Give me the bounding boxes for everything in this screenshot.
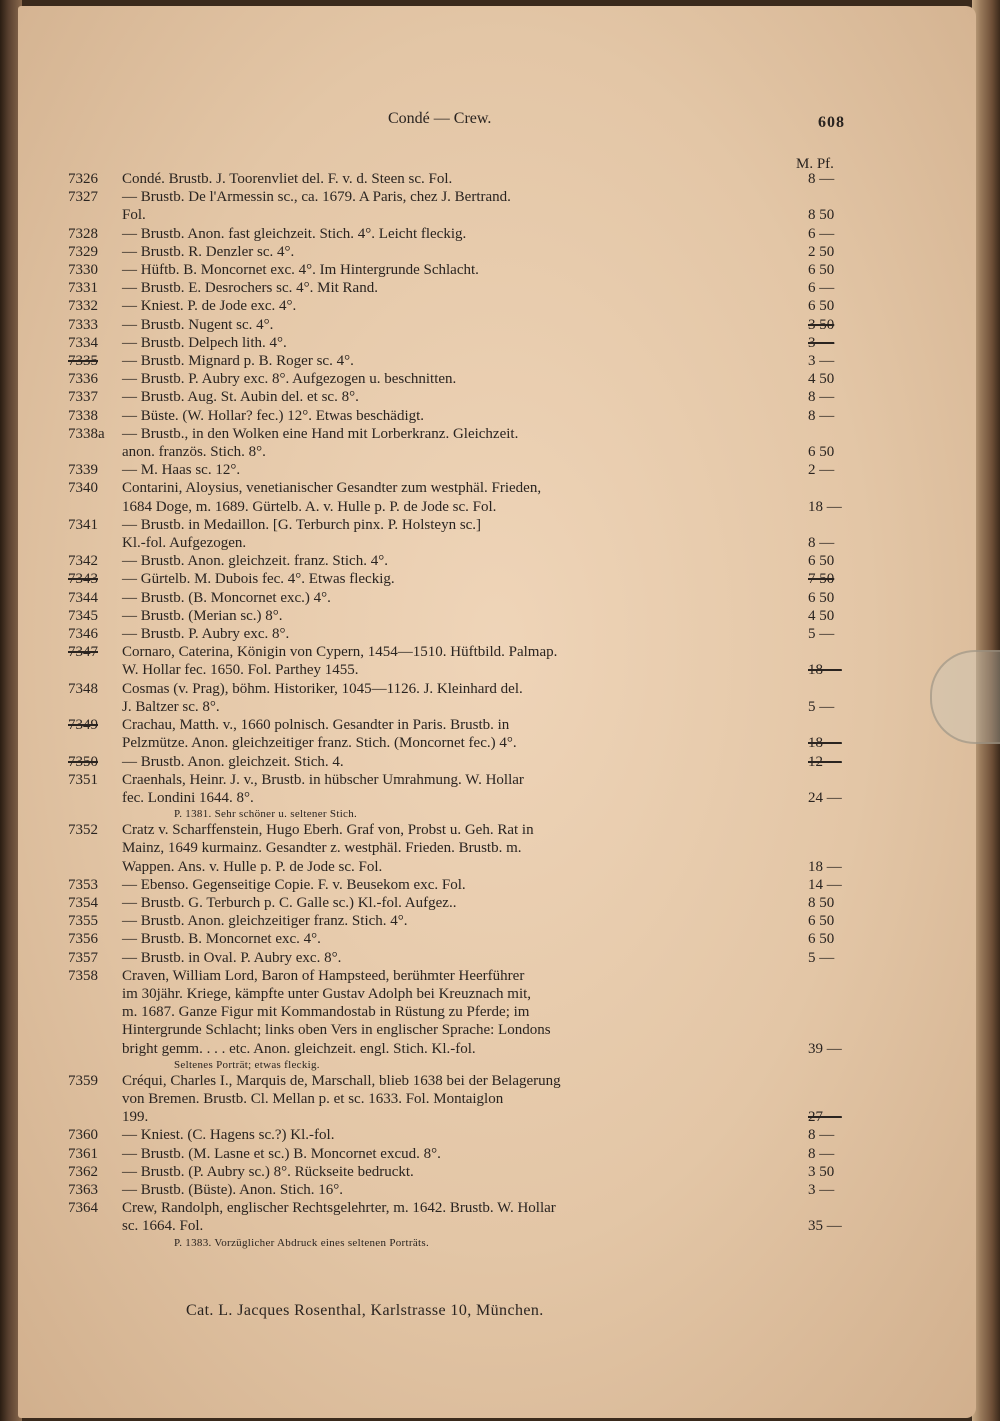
entry-number: 7328 (68, 225, 98, 242)
entry-description (122, 589, 772, 607)
entry-price: 3 50 (808, 316, 835, 333)
entry-description (122, 1072, 772, 1127)
entry-line: — Ebenso. Gegenseitige Copie. F. v. Beusekom exc. Fol. (122, 876, 466, 893)
entry-line: Mainz, 1649 kurmainz. Gesandter z. westphäl. Frieden. Brustb. m. (122, 840, 522, 857)
catalog-entry (18, 570, 976, 588)
entry-price: 6 — (808, 225, 835, 242)
entry-number: 7348 (68, 680, 98, 697)
entry-number: 7346 (68, 626, 98, 643)
entry-line: — Brustb. Nugent sc. 4°. (122, 316, 274, 333)
entry-price: 7 50 (808, 571, 835, 588)
entry-line: — Brustb. Mignard p. B. Roger sc. 4°. (122, 353, 354, 370)
entry-description (122, 753, 772, 771)
entry-description (122, 188, 772, 224)
entry-price: 27 — (808, 1109, 842, 1126)
entry-description (122, 243, 772, 261)
catalog-page (18, 6, 976, 1418)
entry-line: Craenhals, Heinr. J. v., Brustb. in hübscher Umrahmung. W. Hollar (122, 771, 524, 788)
price-column-header: M. Pf. (796, 156, 834, 172)
entry-price: 5 — (808, 626, 835, 643)
catalog-entry (18, 479, 976, 515)
entry-line: Crachau, Matth. v., 1660 polnisch. Gesandter in Paris. Brustb. in (122, 717, 510, 734)
entry-description (122, 967, 772, 1072)
entry-description (122, 407, 772, 425)
entry-number: 7357 (68, 949, 98, 966)
entry-number: 7361 (68, 1145, 98, 1162)
catalog-entry (18, 407, 976, 425)
entry-line: 1684 Doge, m. 1689. Gürtelb. A. v. Hulle p. P. de Jode sc. Fol. (122, 498, 497, 515)
catalog-entry (18, 680, 976, 716)
entry-price: 6 50 (808, 913, 835, 930)
catalog-entry (18, 1163, 976, 1181)
entry-description (122, 894, 772, 912)
entry-number: 7352 (68, 822, 98, 839)
entry-line: Créqui, Charles I., Marquis de, Marschall, blieb 1638 bei der Belagerung (122, 1072, 561, 1089)
entry-number: 7360 (68, 1127, 98, 1144)
entry-description (122, 225, 772, 243)
catalog-entry (18, 516, 976, 552)
entry-description (122, 334, 772, 352)
catalog-entry (18, 188, 976, 224)
entry-note: P. 1383. Vorzüglicher Abdruck eines seltenen Porträts. (174, 1236, 430, 1249)
page-number: 608 (818, 114, 845, 131)
entry-number: 7340 (68, 480, 98, 497)
entry-line: — Brustb. (B. Moncornet exc.) 4°. (122, 589, 331, 606)
catalog-entry (18, 753, 976, 771)
entry-number: 7355 (68, 913, 98, 930)
catalog-entry (18, 589, 976, 607)
entry-description (122, 170, 772, 188)
entry-line: — Brustb. P. Aubry exc. 8°. Aufgezogen u. beschnitten. (122, 371, 457, 388)
entry-description (122, 352, 772, 370)
catalog-entry (18, 279, 976, 297)
catalog-entry (18, 1181, 976, 1199)
entry-line: — Hüftb. B. Moncornet exc. 4°. Im Hintergrunde Schlacht. (122, 262, 479, 279)
entry-line: m. 1687. Ganze Figur mit Kommandostab in Rüstung zu Pferde; im (122, 1004, 530, 1021)
running-title: Condé — Crew. (388, 110, 492, 127)
entry-price: 18 — (808, 735, 842, 752)
catalog-entry (18, 912, 976, 930)
entry-price: 2 — (808, 462, 835, 479)
catalog-entry (18, 967, 976, 1072)
catalog-entry (18, 716, 976, 752)
entry-description (122, 607, 772, 625)
entry-line: von Bremen. Brustb. Cl. Mellan p. et sc. 1633. Fol. Montaiglon (122, 1090, 504, 1107)
entry-description (122, 479, 772, 515)
entry-number: 7349 (68, 717, 98, 734)
entry-description (122, 261, 772, 279)
entry-description (122, 876, 772, 894)
entry-price: 8 50 (808, 207, 835, 224)
entry-description (122, 570, 772, 588)
catalog-entry (18, 1072, 976, 1127)
entry-description (122, 643, 772, 679)
entry-line: — Büste. (W. Hollar? fec.) 12°. Etwas beschädigt. (122, 407, 425, 424)
entry-description (122, 771, 772, 821)
entry-number: 7334 (68, 334, 98, 351)
page-footer: Cat. L. Jacques Rosenthal, Karlstrasse 10, München. (186, 1302, 544, 1319)
entry-line: Wappen. Ans. v. Hulle p. P. de Jode sc. Fol. (122, 858, 383, 875)
entry-line: — Brustb. G. Terburch p. C. Galle sc.) Kl.-fol. Aufgez.. (122, 894, 457, 911)
catalog-entry (18, 949, 976, 967)
entry-line: — Brustb. in Oval. P. Aubry exc. 8°. (122, 949, 342, 966)
entry-price: 24 — (808, 789, 842, 806)
entry-description (122, 388, 772, 406)
entry-number: 7338a (68, 425, 105, 442)
entry-line: — Brustb. (P. Aubry sc.) 8°. Rückseite bedruckt. (122, 1163, 414, 1180)
entry-line: — Brustb. Anon. gleichzeitiger franz. Stich. 4°. (122, 913, 408, 930)
entry-description (122, 1163, 772, 1181)
entry-number: 7339 (68, 462, 98, 479)
entry-line: — Gürtelb. M. Dubois fec. 4°. Etwas fleckig. (122, 571, 395, 588)
catalog-entries (18, 170, 976, 1250)
entry-number: 7341 (68, 516, 98, 533)
entry-line: — Brustb. R. Denzler sc. 4°. (122, 243, 295, 260)
catalog-entry (18, 297, 976, 315)
entry-number: 7364 (68, 1200, 98, 1217)
catalog-entry (18, 243, 976, 261)
entry-line: im 30jähr. Kriege, kämpfte unter Gustav Adolph bei Kreuznach mit, (122, 985, 532, 1002)
catalog-entry (18, 316, 976, 334)
entry-line: 199. (122, 1109, 149, 1126)
entry-line: — Kniest. P. de Jode exc. 4°. (122, 298, 297, 315)
catalog-entry (18, 461, 976, 479)
entry-price: 6 50 (808, 298, 835, 315)
entry-line: — M. Haas sc. 12°. (122, 462, 241, 479)
entry-number: 7333 (68, 316, 98, 333)
entry-price: 35 — (808, 1218, 842, 1235)
catalog-entry (18, 225, 976, 243)
entry-line: — Brustb. Aug. St. Aubin del. et sc. 8°. (122, 389, 359, 406)
entry-description (122, 1126, 772, 1144)
catalog-entry (18, 930, 976, 948)
entry-number: 7347 (68, 644, 98, 661)
entry-line: Kl.-fol. Aufgezogen. (122, 535, 247, 552)
catalog-entry (18, 876, 976, 894)
entry-line: bright gemm. . . . etc. Anon. gleichzeit. engl. Stich. Kl.-fol. (122, 1040, 476, 1057)
entry-number: 7342 (68, 553, 98, 570)
entry-description (122, 370, 772, 388)
catalog-entry (18, 388, 976, 406)
catalog-entry (18, 370, 976, 388)
entry-description (122, 552, 772, 570)
entry-price: 6 — (808, 280, 835, 297)
entry-line: Cratz v. Scharffenstein, Hugo Eberh. Graf von, Probst u. Geh. Rat in (122, 822, 534, 839)
entry-line: — Kniest. (C. Hagens sc.?) Kl.-fol. (122, 1127, 335, 1144)
entry-note: Seltenes Porträt; etwas fleckig. (174, 1058, 320, 1071)
entry-line: — Brustb. B. Moncornet exc. 4°. (122, 931, 321, 948)
entry-number: 7335 (68, 353, 98, 370)
catalog-entry (18, 425, 976, 461)
entry-note: P. 1381. Sehr schöner u. seltener Stich. (174, 808, 358, 821)
catalog-entry (18, 352, 976, 370)
entry-line: — Brustb. P. Aubry exc. 8°. (122, 626, 290, 643)
entry-number: 7362 (68, 1163, 98, 1180)
entry-line: — Brustb. (Merian sc.) 8°. (122, 607, 283, 624)
entry-price: 18 — (808, 858, 842, 875)
entry-description (122, 625, 772, 643)
entry-line: Fol. (122, 207, 146, 224)
entry-description (122, 680, 772, 716)
catalog-entry (18, 1145, 976, 1163)
entry-price: 4 50 (808, 371, 835, 388)
entry-description (122, 1181, 772, 1199)
entry-price: 8 — (808, 171, 835, 187)
entry-description (122, 1145, 772, 1163)
catalog-entry (18, 625, 976, 643)
entry-description (122, 821, 772, 876)
entry-description (122, 461, 772, 479)
entry-price: 5 — (808, 698, 835, 715)
entry-number: 7337 (68, 389, 98, 406)
entry-price: 18 — (808, 662, 842, 679)
entry-description (122, 516, 772, 552)
entry-number: 7332 (68, 298, 98, 315)
entry-description (122, 279, 772, 297)
entry-number: 7350 (68, 753, 98, 770)
catalog-entry (18, 334, 976, 352)
entry-line: Condé. Brustb. J. Toorenvliet del. F. v. d. Steen sc. Fol. (122, 171, 453, 187)
entry-line: fec. Londini 1644. 8°. (122, 789, 254, 806)
catalog-entry (18, 552, 976, 570)
entry-price: 6 50 (808, 931, 835, 948)
entry-price: 2 50 (808, 243, 835, 260)
entry-description (122, 912, 772, 930)
entry-number: 7331 (68, 280, 98, 297)
entry-line: — Brustb. (M. Lasne et sc.) B. Moncornet excud. 8°. (122, 1145, 441, 1162)
entry-price: 3 — (808, 1181, 835, 1198)
entry-number: 7326 (68, 171, 98, 187)
entry-line: — Brustb. Anon. fast gleichzeit. Stich. 4°. Leicht fleckig. (122, 225, 467, 242)
entry-line: — Brustb. (Büste). Anon. Stich. 16°. (122, 1181, 344, 1198)
entry-description (122, 425, 772, 461)
entry-number: 7338 (68, 407, 98, 424)
entry-line: Crew, Randolph, englischer Rechtsgelehrter, m. 1642. Brustb. W. Hollar (122, 1200, 556, 1217)
entry-line: Cosmas (v. Prag), böhm. Historiker, 1045—1126. J. Kleinhard del. (122, 680, 523, 697)
entry-line: — Brustb. De l'Armessin sc., ca. 1679. A Paris, chez J. Bertrand. (122, 189, 511, 206)
catalog-entry (18, 1199, 976, 1249)
entry-price: 8 — (808, 407, 835, 424)
entry-line: — Brustb. Anon. gleichzeit. franz. Stich. 4°. (122, 553, 388, 570)
catalog-entry (18, 771, 976, 821)
entry-line: W. Hollar fec. 1650. Fol. Parthey 1455. (122, 662, 359, 679)
entry-line: Pelzmütze. Anon. gleichzeitiger franz. Stich. (Moncornet fec.) 4°. (122, 735, 517, 752)
entry-price: 14 — (808, 876, 842, 893)
entry-price: 6 50 (808, 444, 835, 461)
entry-price: 8 — (808, 1145, 835, 1162)
entry-line: anon. französ. Stich. 8°. (122, 444, 266, 461)
entry-number: 7343 (68, 571, 98, 588)
entry-number: 7330 (68, 262, 98, 279)
entry-number: 7329 (68, 243, 98, 260)
entry-price: 12 — (808, 753, 842, 770)
entry-line: Contarini, Aloysius, venetianischer Gesandter zum westphäl. Frieden, (122, 480, 542, 497)
entry-price: 8 — (808, 535, 835, 552)
entry-price: 3 50 (808, 1163, 835, 1180)
entry-number: 7351 (68, 771, 98, 788)
entry-price: 8 — (808, 1127, 835, 1144)
entry-number: 7359 (68, 1072, 98, 1089)
entry-price: 3 — (808, 334, 835, 351)
entry-price: 6 50 (808, 589, 835, 606)
page-header (18, 110, 976, 134)
entry-description (122, 316, 772, 334)
entry-number: 7358 (68, 967, 98, 984)
entry-price: 6 50 (808, 553, 835, 570)
entry-line: — Brustb. Anon. gleichzeit. Stich. 4. (122, 753, 344, 770)
entry-number: 7354 (68, 894, 98, 911)
entry-line: — Brustb., in den Wolken eine Hand mit Lorberkranz. Gleichzeit. (122, 425, 519, 442)
entry-price: 8 — (808, 389, 835, 406)
entry-number: 7327 (68, 189, 98, 206)
entry-price: 18 — (808, 498, 842, 515)
entry-description (122, 1199, 772, 1249)
catalog-entry (18, 261, 976, 279)
catalog-entry (18, 894, 976, 912)
entry-description (122, 949, 772, 967)
entry-number: 7353 (68, 876, 98, 893)
entry-price: 4 50 (808, 607, 835, 624)
entry-number: 7336 (68, 371, 98, 388)
entry-price: 5 — (808, 949, 835, 966)
entry-number: 7363 (68, 1181, 98, 1198)
entry-number: 7356 (68, 931, 98, 948)
entry-line: Craven, William Lord, Baron of Hampsteed, berühmter Heerführer (122, 967, 525, 984)
catalog-entry (18, 821, 976, 876)
entry-line: sc. 1664. Fol. (122, 1218, 204, 1235)
entry-line: Hintergrunde Schlacht; links oben Vers in englischer Sprache: Londons (122, 1022, 551, 1039)
entry-line: — Brustb. Delpech lith. 4°. (122, 334, 287, 351)
entry-line: J. Baltzer sc. 8°. (122, 698, 220, 715)
catalog-entry (18, 643, 976, 679)
entry-line: — Brustb. in Medaillon. [G. Terburch pinx. P. Holsteyn sc.] (122, 516, 482, 533)
entry-description (122, 297, 772, 315)
entry-price: 3 — (808, 353, 835, 370)
catalog-entry (18, 1126, 976, 1144)
catalog-entry (18, 170, 976, 188)
entry-price: 8 50 (808, 894, 835, 911)
entry-number: 7345 (68, 607, 98, 624)
entry-line: — Brustb. E. Desrochers sc. 4°. Mit Rand. (122, 280, 378, 297)
entry-price: 39 — (808, 1040, 842, 1057)
entry-price: 6 50 (808, 262, 835, 279)
catalog-entry (18, 607, 976, 625)
entry-description (122, 930, 772, 948)
entry-line: Cornaro, Caterina, Königin von Cypern, 1454—1510. Hüftbild. Palmap. (122, 644, 558, 661)
entry-number: 7344 (68, 589, 98, 606)
entry-description (122, 716, 772, 752)
